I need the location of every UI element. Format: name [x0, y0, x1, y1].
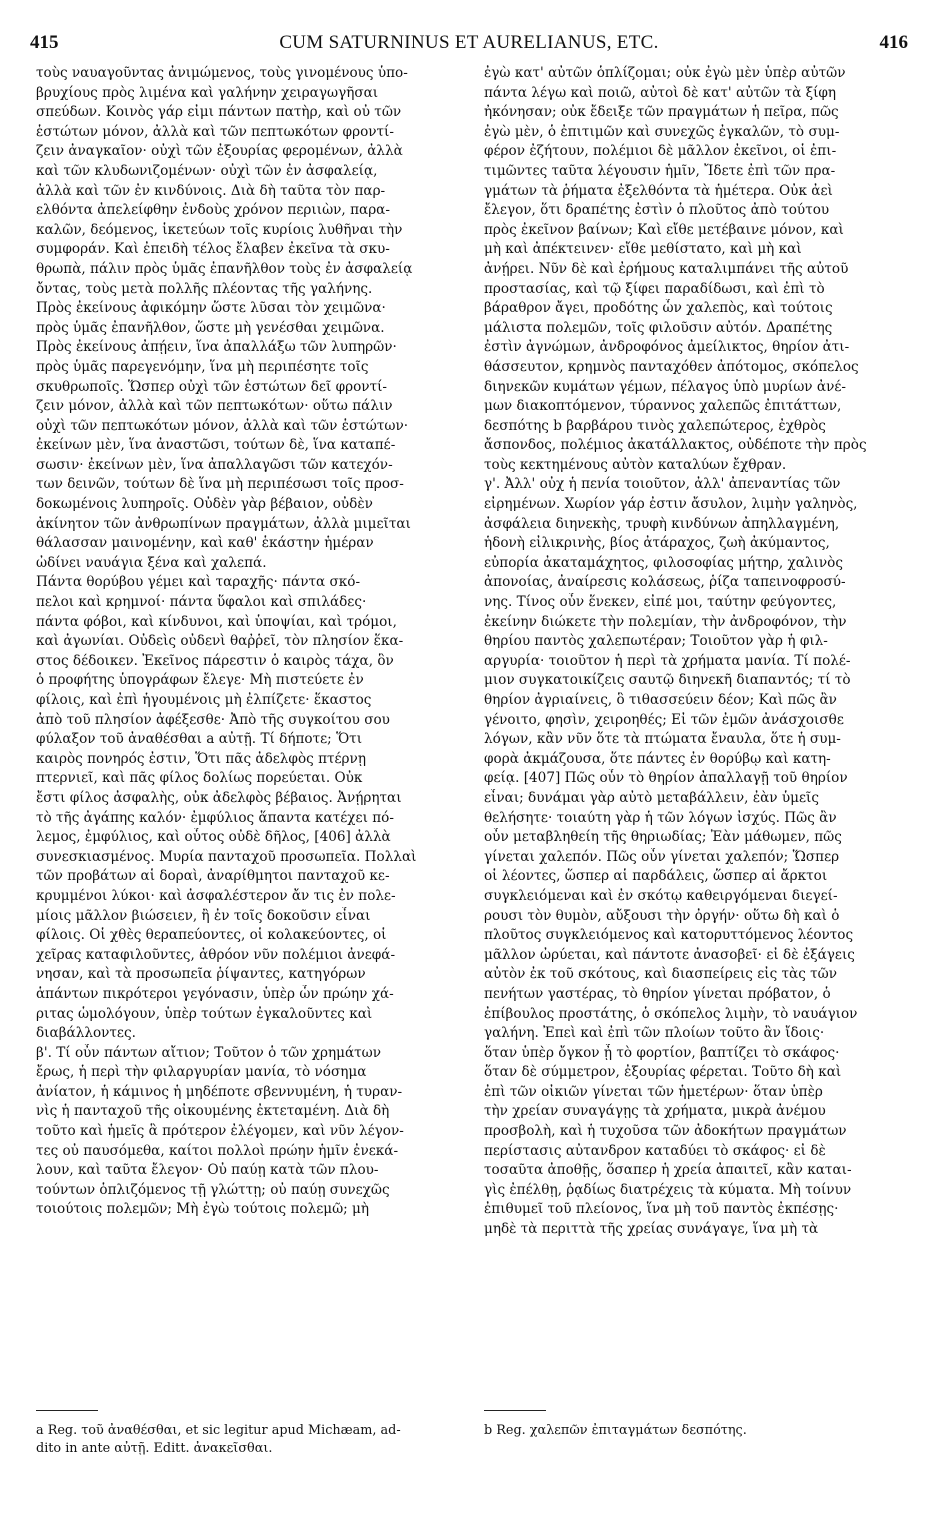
text-line: τῶν προβάτων αἱ δοραὶ, ἀναρίθμητοι πανταχοῦ κε-	[36, 868, 390, 885]
text-line: τοὺς ναυαγοῦντας ἀνιμώμενος, τοὺς γινομένους ὑπο-	[36, 65, 408, 81]
text-line: ἀνῄρει. Νῦν δὲ καὶ ἐρήμους καταλιμπάνει τῆς αὐτοῦ	[484, 260, 849, 277]
text-line: δοκωμένοις λυπηροῖς. Οὐδὲν γὰρ βέβαιον, οὐδὲν	[36, 496, 373, 513]
text-line: εἶναι; δυνάμαι γὰρ αὐτὸ μεταβάλλειν, ἐὰν ὑμεῖς	[484, 789, 819, 806]
text-line: φίλοις, καὶ ἐπὶ ἡγουμένοις μὴ ἐλπίζετε· ἕκαστος	[36, 692, 372, 708]
text-line: αργυρία· τοιοῦτον ἡ περὶ τὰ χρήματα μανία. Τί πολέ-	[484, 652, 851, 669]
text-line: θάλασσαν μαινομένην, καὶ καθ' ἑκάστην ἡμέραν	[36, 535, 374, 552]
text-line: ἐπίβουλος προστάτης, ὁ σκόπελος λιμὴν, τὸ ναυάγιον	[484, 1005, 858, 1022]
text-line: πελοι καὶ κρημνοί· πάντα ὕφαλοι καὶ σπιλάδες·	[36, 594, 367, 611]
text-line: προστασίας, καὶ τῷ ξίφει παραδίδωσι, καὶ ἐπὶ τὸ	[484, 280, 825, 297]
text-line: λεμος, ἐμφύλιος, καὶ οὗτος οὐδὲ δῆλος, [406] ἀλλὰ	[36, 829, 391, 846]
page-number-right: 416	[879, 32, 908, 53]
text-line: ἐστὶν ἀγνώμων, ἀνδροφόνος ἀμείλικτος, θηρίον ἀτι-	[484, 339, 850, 356]
text-line: μων διακοπτόμενον, τύραννος χαλεπῶς ἐπιτάττων,	[484, 398, 842, 415]
text-line: φέρον ἐζήτουν, πολέμιοι δὲ μᾶλλον ἐκεῖνοι, οἱ ἐπι-	[484, 143, 837, 160]
text-line: ἔρως, ἡ περὶ τὴν φιλαργυρίαν μανία, τὸ νόσημα	[36, 1064, 367, 1081]
text-line: μάλιστα πολεμῶν, τοῖς φιλοῦσιν αὐτόν. Δραπέτης	[484, 319, 833, 336]
text-line: καὶ τῶν κλυδωνιζομένων· οὐχὶ τῶν ἐν ἀσφαλείᾳ,	[36, 162, 378, 179]
text-line: γὶς ἐπέλθῃ, ῥᾳδίως διατρέχεις τὰ κύματα. Μὴ τοίνυν	[484, 1181, 852, 1198]
text-line: γ'. Ἀλλ' οὐχ ἡ πενία τοιοῦτον, ἀλλ' ἀπεναντίας τῶν	[484, 476, 841, 493]
text-line: Πρὸς ἐκείνους ἀπῄειν, ἵνα ἀπαλλάξω τῶν λυπηρῶν·	[36, 339, 397, 356]
footnote-divider-left	[36, 1410, 98, 1411]
footnote-line: dito in ante αὐτῇ. Editt. ἀνακεῖσθαι.	[36, 1441, 273, 1456]
text-line: ρουσι τὸν θυμὸν, αὔξουσι τὴν ὀργήν· οὕτω δὴ καὶ ὁ	[484, 907, 840, 924]
text-line: τὴν χρείαν συναγάγῃς τὰ χρήματα, μικρὰ ἀνέμου	[484, 1103, 826, 1120]
text-line: ελθόντα ἀπελείφθην ἐνδοὺς χρόνον περιιὼν, παρα-	[36, 202, 390, 219]
text-line: τοιούτοις πολεμῶν; Μὴ ἐγὼ τούτοις πολεμῶ; μὴ	[36, 1201, 370, 1218]
text-line: εὐπορία ἀκαταμάχητος, φιλοσοφίας μήτηρ, χαλινὸς	[484, 554, 843, 571]
text-line: ἐκείνων μὲν, ἵνα ἀναστῶσι, τούτων δὲ, ἵνα καταπέ-	[36, 437, 396, 454]
text-line: οὐχὶ τῶν πεπτωκότων μόνον, ἀλλὰ καὶ τῶν ἑστώτων·	[36, 417, 409, 434]
text-line: δεσπότης b βαρβάρου τινὸς χαλεπώτερος, ἐχθρὸς	[484, 417, 826, 434]
text-line: πτερνιεῖ, καὶ πᾶς φίλος δολίως πορεύεται. Οὐκ	[36, 770, 363, 787]
text-line: συμφοράν. Καὶ ἐπειδὴ τέλος ἔλαβεν ἐκεῖνα τὰ σκυ-	[36, 241, 390, 258]
text-line: ἐπὶ τῶν οἰκιῶν γίνεται τῶν ἡμετέρων· ὅταν ὑπὲρ	[484, 1083, 823, 1100]
text-line: φύλαξον τοῦ ἀναθέσθαι a αὐτῇ. Τί δήποτε; Ὅτι	[36, 731, 363, 748]
text-line: τοῦτο καὶ ἡμεῖς ἃ πρότερον ἐλέγομεν, καὶ νῦν λέγον-	[36, 1123, 404, 1140]
text-line: Πάντα θορύβου γέμει καὶ ταραχῆς· πάντα σκό-	[36, 574, 361, 591]
footnote-line: b Reg. χαλεπῶν ἐπιταγμάτων δεσπότης.	[484, 1423, 747, 1438]
text-line: εἰρημένων. Χωρίον γάρ ἐστιν ἄσυλον, λιμὴν γαληνὸς,	[484, 496, 858, 513]
text-line: ὠδίνει ναυάγια ξένα καὶ χαλεπά.	[36, 554, 267, 571]
text-line: ὅταν ὑπὲρ ὄγκον ᾖ τὸ φορτίον, βαπτίζει τὸ σκάφος·	[484, 1044, 840, 1061]
text-line: ἔστι φίλος ἀσφαλὴς, οὐκ ἀδελφὸς βέβαιος. Ἀνῄρηται	[36, 789, 402, 806]
text-line: ἀπὸ τοῦ πλησίον ἀφέξεσθε· Ἀπὸ τῆς συγκοίτου σου	[36, 711, 390, 728]
text-line: στος δέδοικεν. Ἐκεῖνος πάρεστιν ὁ καιρὸς τάχα, ὃν	[36, 652, 394, 669]
text-line: μιον συγκατοικίζεις σαυτῷ διηνεκῆ διαπαντός; τί τὸ	[484, 672, 851, 689]
text-line: καιρὸς πονηρός ἐστιν, Ὅτι πᾶς ἀδελφὸς πτέρνῃ	[36, 750, 366, 767]
text-line: πρὸς ὑμᾶς παρεγενόμην, ἵνα μὴ περιπέσητε τοῖς	[36, 358, 369, 375]
text-line: ἐγὼ μὲν, ὁ ἐπιτιμῶν καὶ συνεχῶς ἐγκαλῶν, τὸ συμ-	[484, 123, 840, 140]
text-line: μᾶλλον ὠρύεται, καὶ πάντοτε ἀνασοβεῖ· εἰ δὲ ἐξάγεις	[484, 946, 855, 963]
text-line: ἄσπονδος, πολέμιος ἀκατάλλακτος, οὐδέποτε τὴν πρὸς	[484, 437, 867, 454]
text-line: των δεινῶν, τούτων δὲ ἵνα μὴ περιπέσωσι τοῖς προσ-	[36, 476, 404, 493]
text-line: βρυχίους πρὸς λιμένα καὶ γαλήνην χειραγωγῆσαι	[36, 84, 379, 101]
text-line: ἀνίατον, ἡ κάμινος ἡ μηδέποτε σβεννυμένη, ἡ τυραν-	[36, 1083, 403, 1100]
text-line: χεῖρας καταφιλοῦντες, ἀθρόον νῦν πολέμιοι ἀνεφά-	[36, 946, 396, 963]
text-line: β'. Τί οὖν πάντων αἴτιον; Τοῦτον ὁ τῶν χρημάτων	[36, 1044, 382, 1061]
text-line: ἔλεγον, ὅτι δραπέτης ἐστὶν ὁ πλοῦτος ἀπὸ τούτου	[484, 202, 830, 219]
text-line: ἑστώτων μόνον, ἀλλὰ καὶ τῶν πεπτωκότων φροντί-	[36, 123, 394, 140]
text-line: οἱ λέοντες, ὥσπερ αἱ παρδάλεις, ὥσπερ αἱ ἄρκτοι	[484, 868, 828, 885]
text-line: σκυθρωποῖς. Ὥσπερ οὐχὶ τῶν ἑστώτων δεῖ φροντί-	[36, 378, 388, 395]
text-line: ὄντας, τοὺς μετὰ πολλῆς πλέοντας τῆς γαλήνης.	[36, 280, 373, 297]
page-header	[30, 32, 908, 58]
footnote-line: a Reg. τοῦ ἀναθέσθαι, et sic legitur apud Michæam, ad-	[36, 1423, 401, 1438]
text-line: τούντων ὁπλιζόμενος τῇ γλώττῃ; οὐ παύῃ συνεχῶς	[36, 1181, 390, 1198]
text-line: ὁ προφήτης ὑπογράφων ἔλεγε· Μὴ πιστεύετε ἐν	[36, 672, 364, 689]
text-line: ζειν ἀναγκαῖον· οὐχὶ τῶν ἐξουρίας φερομένων, ἀλλὰ	[36, 143, 403, 160]
text-line: τὸ τῆς ἀγάπης καλόν· ἐμφύλιος ἅπαντα κατέχει πό-	[36, 809, 394, 826]
text-line: σωσιν· ἐκείνων μὲν, ἵνα ἀπαλλαγῶσι τῶν κατεχόν-	[36, 456, 393, 473]
text-line: τιμῶντες ταῦτα λέγουσιν ἡμῖν, Ἴδετε ἐπὶ τῶν πρα-	[484, 162, 836, 179]
text-line: ἐκείνην διώκετε τὴν πολεμίαν, τὴν ἀνδροφόνον, τὴν	[484, 613, 847, 630]
running-title: CUM SATURNINUS ET AURELIANUS, ETC.	[279, 32, 659, 53]
text-line: διηνεκῶν κυμάτων γέμων, πέλαγος ὑπὸ μυρίων ἀνέ-	[484, 378, 846, 395]
text-line: γμάτων τὰ ῥήματα ἐξελθόντα τὰ ἡμέτερα. Οὐκ ἀεὶ	[484, 182, 833, 199]
text-line: ἀκίνητον τῶν ἀνθρωπίνων πραγμάτων, ἀλλὰ μιμεῖται	[36, 515, 411, 532]
text-line: βάραθρον ἄγει, προδότης ὧν χαλεπὸς, καὶ τούτοις	[484, 300, 833, 317]
text-line: μηδὲ τὰ περιττὰ τῆς χρείας συνάγαγε, ἵνα μὴ τὰ	[484, 1221, 819, 1238]
text-line: θηρίου παντὸς χαλεπωτέραν; Τοιοῦτον γὰρ ἡ φιλ-	[484, 633, 828, 650]
text-line: συγκλειόμεναι καὶ ἐν σκότῳ καθειργόμεναι διεγεί-	[484, 887, 838, 904]
text-line: ζειν μόνον, ἀλλὰ καὶ τῶν πεπτωκότων· οὕτω πάλιν	[36, 398, 393, 415]
text-line: γίνεται χαλεπόν. Πῶς οὖν γίνεται χαλεπόν; Ὥσπερ	[484, 848, 840, 865]
text-line: γένοιτο, φησὶν, χειροηθές; Εἰ τῶν ἐμῶν ἀνάσχοισθε	[484, 711, 844, 728]
text-line: θρωπὰ, πάλιν πρὸς ὑμᾶς ἐπανῆλθον τοὺς ἐν ἀσφαλείᾳ	[36, 260, 413, 277]
text-line: φείᾳ. [407] Πῶς οὖν τὸ θηρίον ἀπαλλαγῇ τοῦ θηρίον	[484, 770, 848, 787]
text-line: φίλοις. Οἱ χθὲς θεραπεύοντες, οἱ κολακεύοντες, οἱ	[36, 927, 387, 944]
text-line: πάντα φόβοι, καὶ κίνδυνοι, καὶ ὑποψίαι, καὶ τρόμοι,	[36, 613, 397, 630]
text-line: νης. Τίνος οὖν ἕνεκεν, εἰπέ μοι, ταύτην φεύγοντες,	[484, 594, 837, 611]
text-line: ἐγὼ κατ' αὐτῶν ὁπλίζομαι; οὐκ ἐγὼ μὲν ὑπὲρ αὐτῶν	[484, 65, 846, 81]
text-line: πάντα λέγω καὶ ποιῶ, αὐτοὶ δὲ κατ' αὐτῶν τὰ ξίφη	[484, 84, 837, 101]
text-line: προσβολὴ, καὶ ἡ τυχοῦσα τῶν ἀδοκήτων πραγμάτων	[484, 1123, 847, 1140]
text-line: ἡδονὴ εἰλικρινὴς, βίος ἀτάραχος, ζωὴ ἀκύμαντος,	[484, 535, 830, 552]
text-line: διαβάλλοντες.	[36, 1025, 136, 1042]
page-number-left: 415	[30, 32, 59, 53]
text-line: λουν, καὶ ταῦτα ἔλεγον· Οὐ παύῃ κατὰ τῶν πλου-	[36, 1162, 379, 1179]
text-line: πρὸς ἐκεῖνον βαίνων; Καὶ εἴθε μετέβαινε μόνον, καὶ	[484, 221, 844, 238]
right-text-column	[484, 64, 910, 1240]
text-line: τες οὐ παυσόμεθα, καίτοι πολλοὶ πρώην ἡμῖν ἐνεκά-	[36, 1142, 399, 1159]
text-line: σπεύδων. Κοινὸς γάρ εἰμι πάντων πατὴρ, καὶ οὐ τῶν	[36, 104, 402, 121]
text-line: ἠκόνησαν; οὐκ ἔδειξε τῶν πραγμάτων ἡ πεῖρα, πῶς	[484, 104, 839, 121]
text-line: τοσαῦτα ἀποθῇς, ὅσαπερ ἡ χρεία ἀπαιτεῖ, κἂν καται-	[484, 1162, 852, 1179]
text-line: Πρὸς ἐκείνους ἀφικόμην ὥστε λῦσαι τὸν χειμῶνα·	[36, 300, 386, 317]
text-line: ριτας ὡμολόγουν, ὑπὲρ τούτων ἐγκαλοῦντες καὶ	[36, 1005, 373, 1022]
text-line: οὖν μεταβληθείη τῆς θηριωδίας; Ἐὰν μάθωμεν, πῶς	[484, 829, 842, 846]
text-line: μὴ καὶ ἀπέκτεινεν· εἴθε μεθίστατο, καὶ μὴ καὶ	[484, 241, 802, 258]
text-line: συνεσκιασμένος. Μυρία πανταχοῦ προσωπεῖα. Πολλαὶ	[36, 848, 417, 865]
footnote-right	[484, 1422, 910, 1440]
text-line: ἐπιθυμεῖ τοῦ πλείονος, ἵνα μὴ τοῦ παντὸς ἐκπέσῃς·	[484, 1201, 839, 1218]
text-line: τοὺς κεκτημένους αὐτὸν καταλύων ἔχθραν.	[484, 456, 787, 473]
text-line: γαλήνη. Ἐπεὶ καὶ ἐπὶ τῶν πλοίων τοῦτο ἂν ἴδοις·	[484, 1025, 825, 1042]
text-line: νησαν, καὶ τὰ προσωπεῖα ῥίψαντες, κατηγόρων	[36, 966, 366, 983]
text-line: καλῶν, δεόμενος, ἱκετεύων τοῖς κυρίοις λυθῆναι τὴν	[36, 221, 403, 238]
text-line: ὅταν δὲ σύμμετρον, ἐξουρίας φέρεται. Τοῦτο δὴ καὶ	[484, 1064, 842, 1081]
text-line: μίοις μᾶλλον βιώσειεν, ἢ ἐν τοῖς δοκοῦσιν εἶναι	[36, 907, 371, 924]
text-line: κρυμμένοι λύκοι· καὶ ἀσφαλέστερον ἄν τις ἐν πολε-	[36, 887, 396, 904]
text-line: θελήσητε· τοιαύτη γὰρ ἡ τῶν λόγων ἰσχύς. Πῶς ἂν	[484, 809, 837, 826]
text-line: φορὰ ἀκμάζουσα, ὅτε πάντες ἐν θορύβῳ καὶ κατη-	[484, 750, 831, 767]
text-line: πλοῦτος συγκλειόμενος καὶ κατορυττόμενος λέοντος	[484, 927, 854, 944]
text-line: ἀσφάλεια διηνεκὴς, τρυφὴ κινδύνων ἀπηλλαγμένη,	[484, 515, 840, 532]
text-line: ἁπάντων πικρότεροι γεγόνασιν, ὑπὲρ ὧν πρώην χά-	[36, 985, 394, 1002]
footnote-left	[36, 1422, 462, 1458]
text-line: ἀλλὰ καὶ τῶν ἐν κινδύνοις. Διὰ δὴ ταῦτα τὸν παρ-	[36, 182, 386, 199]
text-line: ἀπονοίας, ἀναίρεσις κολάσεως, ῥίζα ταπεινοφροσύ-	[484, 574, 846, 591]
left-text-column	[36, 64, 462, 1220]
text-line: πρὸς ὑμᾶς ἐπανῆλθον, ὥστε μὴ γενέσθαι χειμῶνα.	[36, 319, 385, 336]
text-line: περίστασις αὐτανδρον καταδύει τὸ σκάφος· εἰ δὲ	[484, 1142, 826, 1159]
text-line: θάσσευτον, κρημνὸς πανταχόθεν ἀπότομος, σκόπελος	[484, 358, 859, 375]
text-line: αὐτὸν ἐκ τοῦ σκότους, καὶ διασπείρεις εἰς τὰς τῶν	[484, 966, 838, 983]
text-line: νὶς ἡ πανταχοῦ τῆς οἰκουμένης ἐκτεταμένη. Διὰ δὴ	[36, 1103, 390, 1120]
text-line: λόγων, κἂν νῦν ὅτε τὰ πτώματα ἔναυλα, ὅτε ἡ συμ-	[484, 731, 841, 748]
footnote-divider-right	[484, 1410, 546, 1411]
text-line: πενήτων γαστέρας, τὸ θηρίον γίνεται πρόβατον, ὁ	[484, 985, 831, 1002]
text-line: θηρίον ἀγριαίνεις, ὃ τιθασσεύειν δέον; Καὶ πῶς ἂν	[484, 692, 837, 708]
text-line: καὶ ἀγωνίαι. Οὐδεὶς οὐδενὶ θαῤῥεῖ, τὸν πλησίον ἕκα-	[36, 633, 404, 650]
